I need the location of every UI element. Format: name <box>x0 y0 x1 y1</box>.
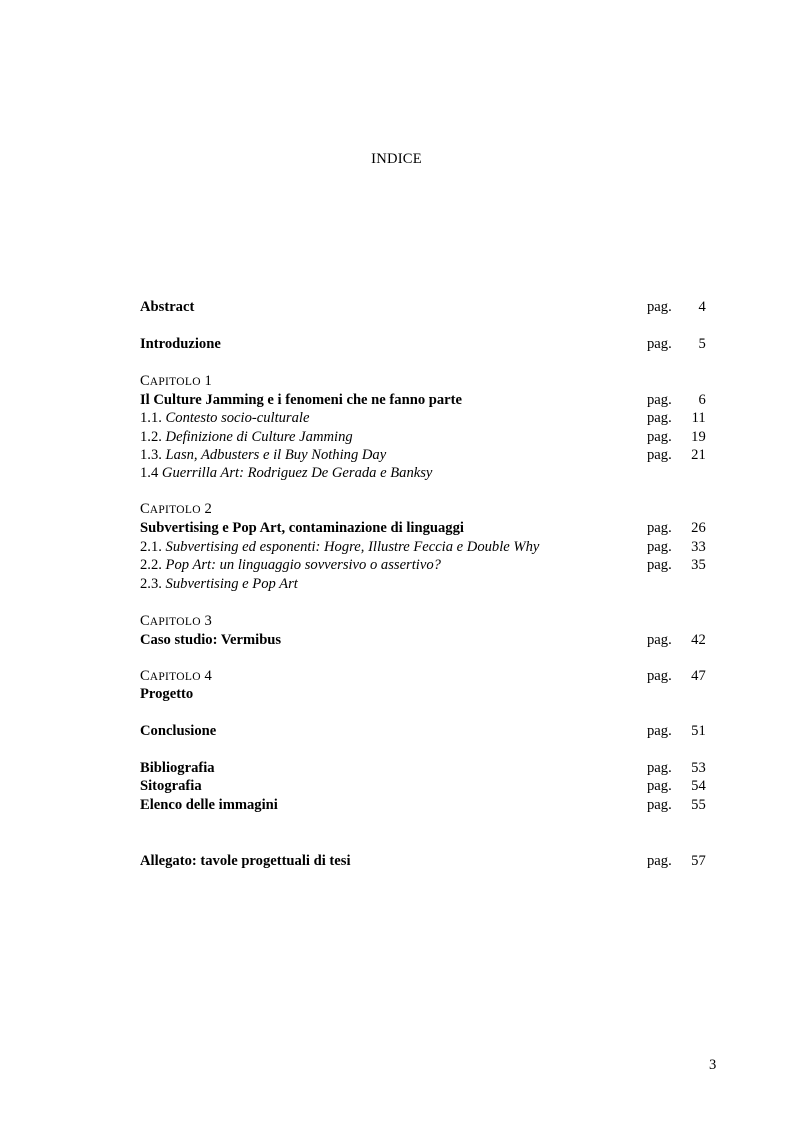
chapter-title-4: Progetto <box>140 686 194 702</box>
toc-page-chapter-2: pag. 26 <box>647 520 706 536</box>
toc-section-1-1: 1.1. Contesto socio-culturale <box>140 410 310 426</box>
toc-page-conclusione: pag. 51 <box>647 723 706 739</box>
chapter-heading-4: CAPITOLO 4 <box>140 668 212 684</box>
toc-page-introduzione: pag. 5 <box>647 336 706 352</box>
toc-page-sitografia: pag. 54 <box>647 778 706 794</box>
toc-page-1-3: pag. 21 <box>647 447 706 463</box>
toc-section-1-3: 1.3. Lasn, Adbusters e il Buy Nothing Day <box>140 447 387 463</box>
toc-page-allegato: pag. 57 <box>647 853 706 869</box>
toc-page-elenco-immagini: pag. 55 <box>647 797 706 813</box>
chapter-heading-2: CAPITOLO 2 <box>140 501 212 517</box>
chapter-title-2: Subvertising e Pop Art, contaminazione di linguaggi <box>140 520 464 536</box>
toc-page-chapter-4: pag. 47 <box>647 668 706 684</box>
chapter-title-3: Caso studio: Vermibus <box>140 632 282 648</box>
toc-page-1-2: pag. 19 <box>647 429 706 445</box>
toc-entry-sitografia: Sitografia <box>140 778 202 794</box>
toc-section-2-3: 2.3. Subvertising e Pop Art <box>140 576 298 592</box>
chapter-heading-1: CAPITOLO 1 <box>140 373 212 389</box>
toc-section-2-1: 2.1. Subvertising ed esponenti: Hogre, Illustre Feccia e Double Why <box>140 539 540 555</box>
toc-page-chapter-3: pag. 42 <box>647 632 706 648</box>
toc-page-chapter-1: pag. 6 <box>647 392 706 408</box>
toc-page-abstract: pag. 4 <box>647 299 706 315</box>
toc-entry-introduzione: Introduzione <box>140 336 221 352</box>
toc-entry-conclusione: Conclusione <box>140 723 217 739</box>
page-title: INDICE <box>371 151 422 167</box>
toc-page-2-2: pag. 35 <box>647 557 706 573</box>
toc-page-1-1: pag. 11 <box>647 410 706 426</box>
toc-entry-bibliografia: Bibliografia <box>140 760 215 776</box>
toc-section-1-4: 1.4 Guerrilla Art: Rodriguez De Gerada e Banksy <box>140 465 433 481</box>
page-number: 3 <box>709 1057 717 1073</box>
toc-page-bibliografia: pag. 53 <box>647 760 706 776</box>
toc-entry-abstract: Abstract <box>140 299 195 315</box>
toc-page-2-1: pag. 33 <box>647 539 706 555</box>
chapter-title-1: Il Culture Jamming e i fenomeni che ne fanno parte <box>140 392 462 408</box>
toc-section-1-2: 1.2. Definizione di Culture Jamming <box>140 429 353 445</box>
toc-section-2-2: 2.2. Pop Art: un linguaggio sovversivo o assertivo? <box>140 557 441 573</box>
toc-entry-allegato: Allegato: tavole progettuali di tesi <box>140 853 351 869</box>
chapter-heading-3: CAPITOLO 3 <box>140 613 212 629</box>
toc-entry-elenco-immagini: Elenco delle immagini <box>140 797 278 813</box>
